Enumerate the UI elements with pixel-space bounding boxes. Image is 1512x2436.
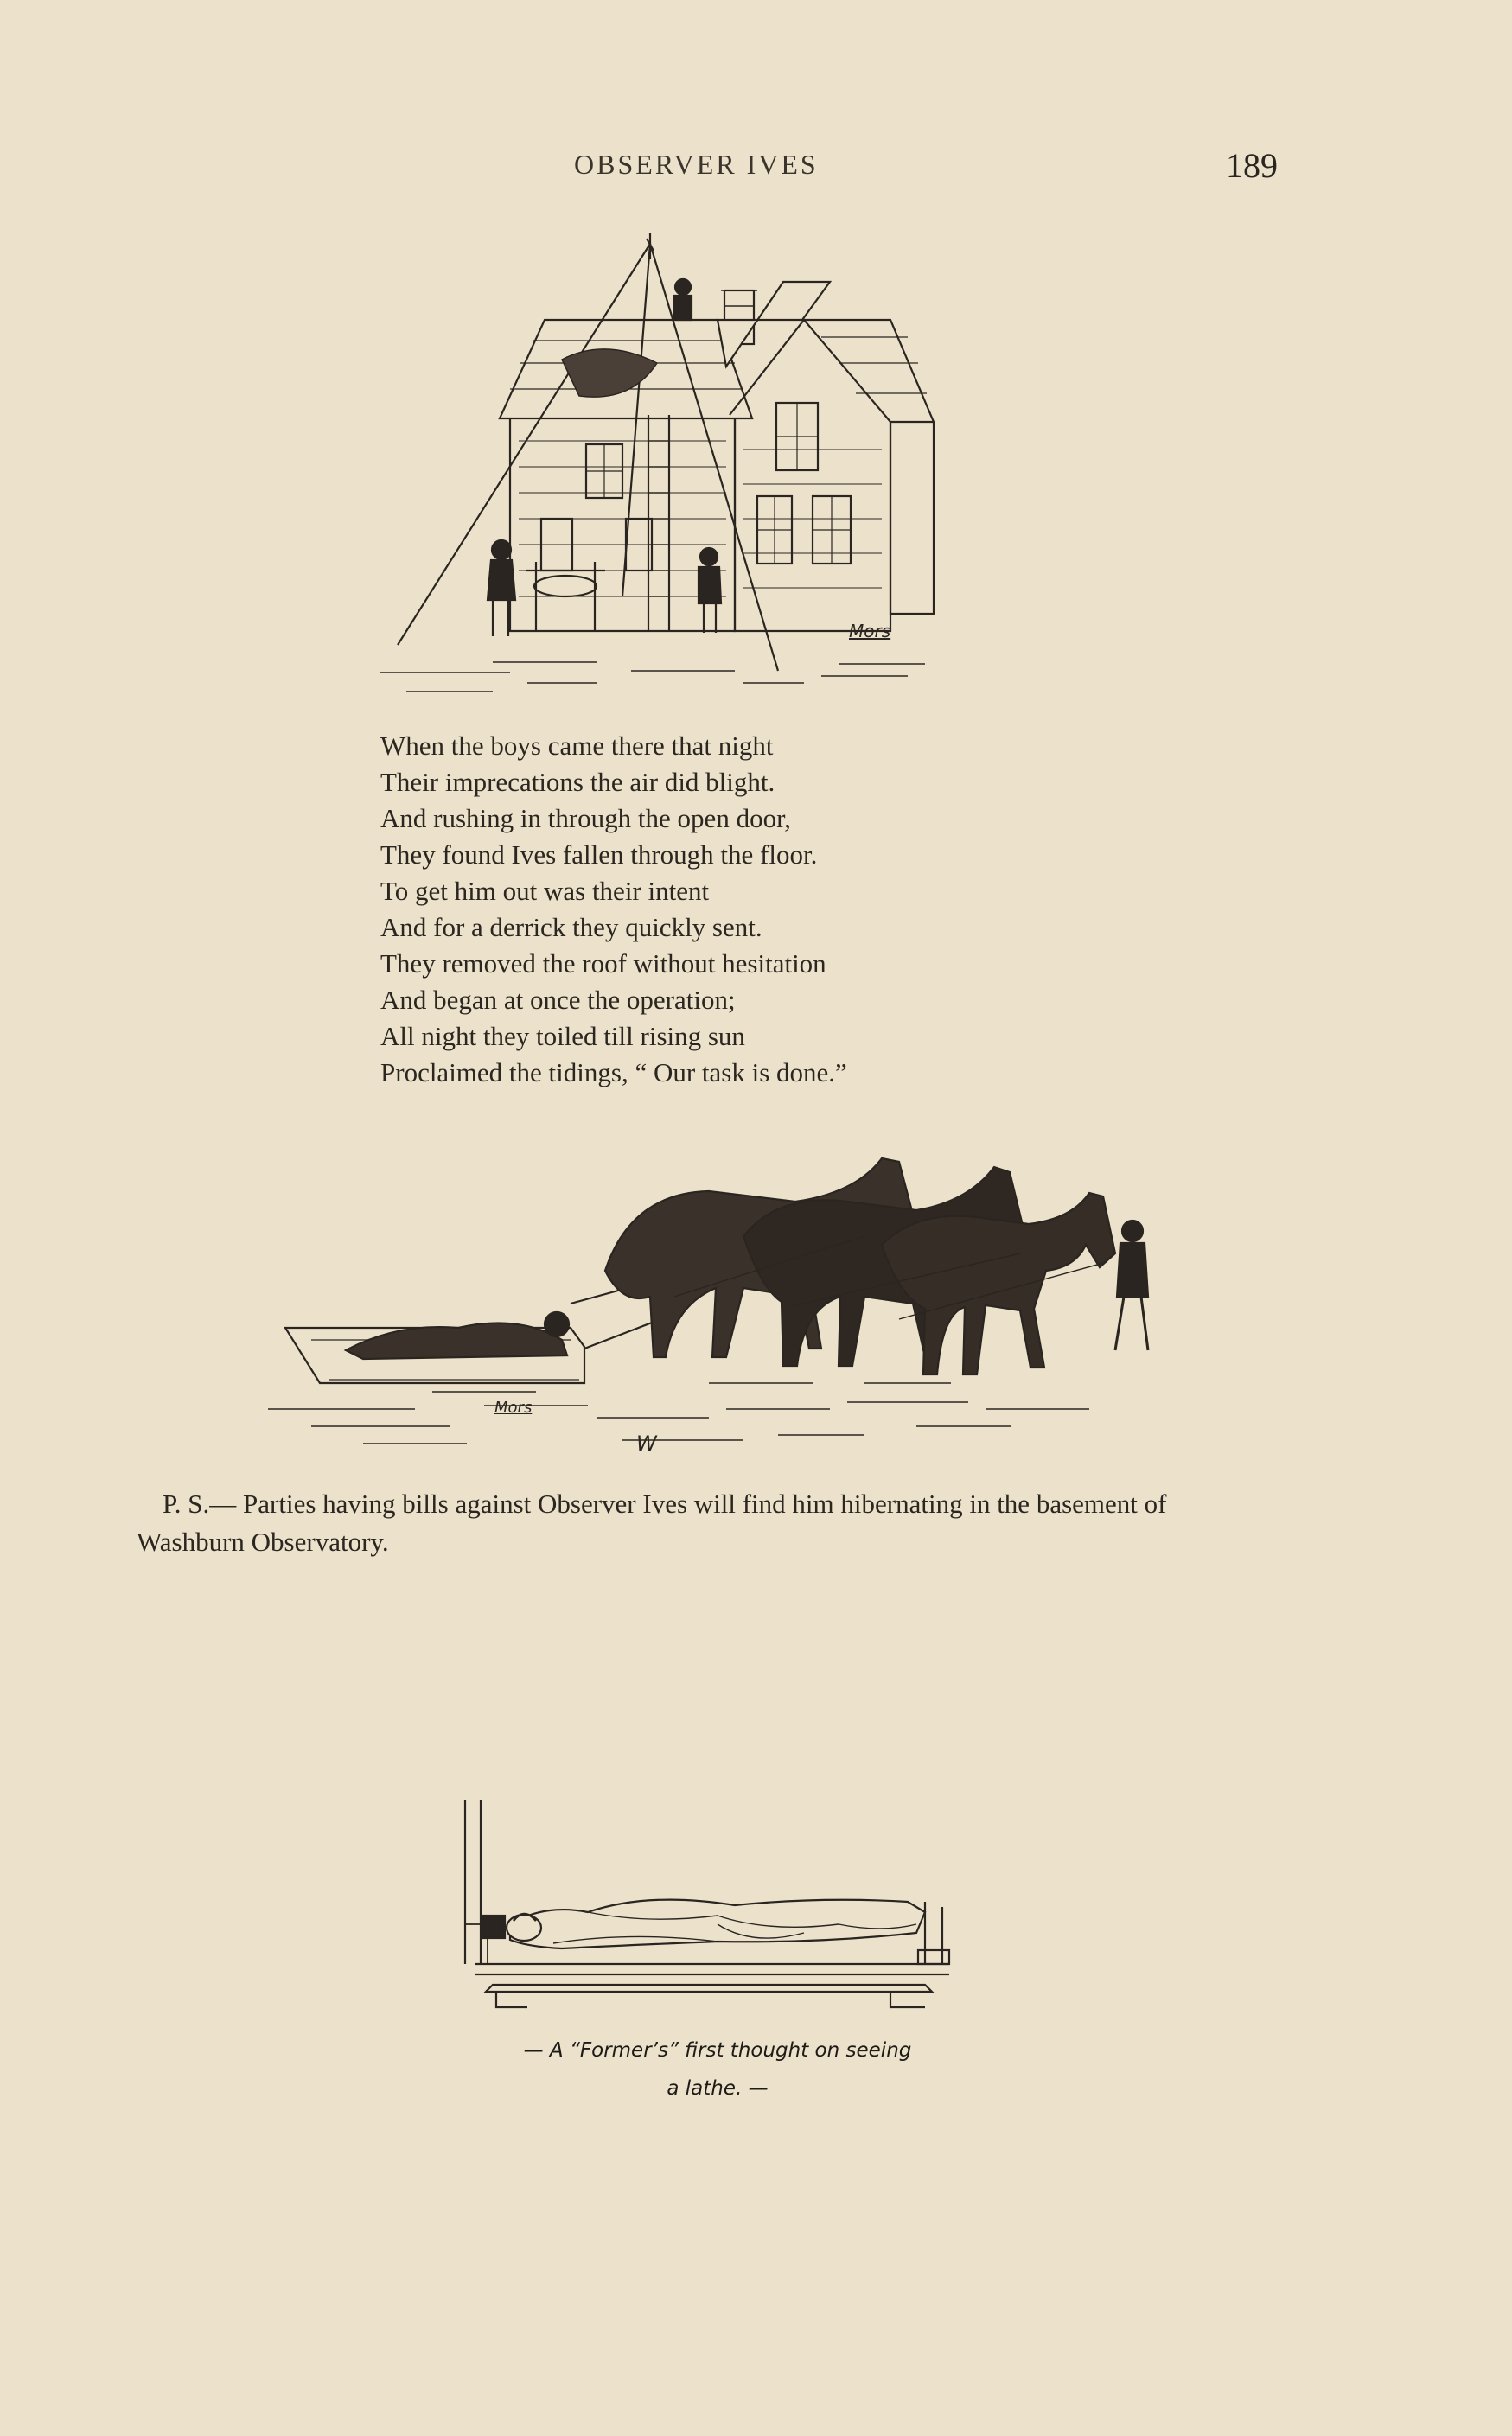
poem-line: They removed the roof without hesitation: [380, 948, 826, 979]
caption-line-2: a lathe. —: [667, 2077, 769, 2100]
poem-line: When the boys came there that night: [380, 730, 774, 761]
poem-line: Proclaimed the tidings, “ Our task is done.”: [380, 1057, 847, 1087]
lathe-illustration: [458, 1795, 960, 2011]
house-derrick-illustration: [372, 233, 960, 700]
horses-sled-illustration: [259, 1124, 1167, 1470]
poem-line: Their imprecations the air did blight.: [380, 767, 775, 797]
sled-signature: Mors: [494, 1399, 533, 1417]
poem: [380, 728, 1037, 1091]
running-head: OBSERVER IVES: [574, 149, 819, 180]
poem-line: And began at once the operation;: [380, 985, 736, 1015]
postscript: [137, 1485, 1278, 1561]
page-number: 189: [1226, 146, 1278, 185]
poem-line: And for a derrick they quickly sent.: [380, 912, 762, 942]
poem-line: They found Ives fallen through the floor.: [380, 839, 818, 870]
handwritten-caption: [484, 2031, 951, 2108]
poem-line: And rushing in through the open door,: [380, 803, 791, 833]
sled-mark: W: [636, 1432, 657, 1456]
postscript-text: P. S.— Parties having bills against Observer Ives will find him hibernating in the basement of Washburn Observatory.: [137, 1489, 1167, 1557]
poem-line: To get him out was their intent: [380, 876, 710, 906]
house-signature: Mors: [849, 621, 891, 641]
poem-line: All night they toiled till rising sun: [380, 1021, 745, 1051]
caption-line-1: — A “Former’s” first thought on seeing: [523, 2039, 912, 2062]
